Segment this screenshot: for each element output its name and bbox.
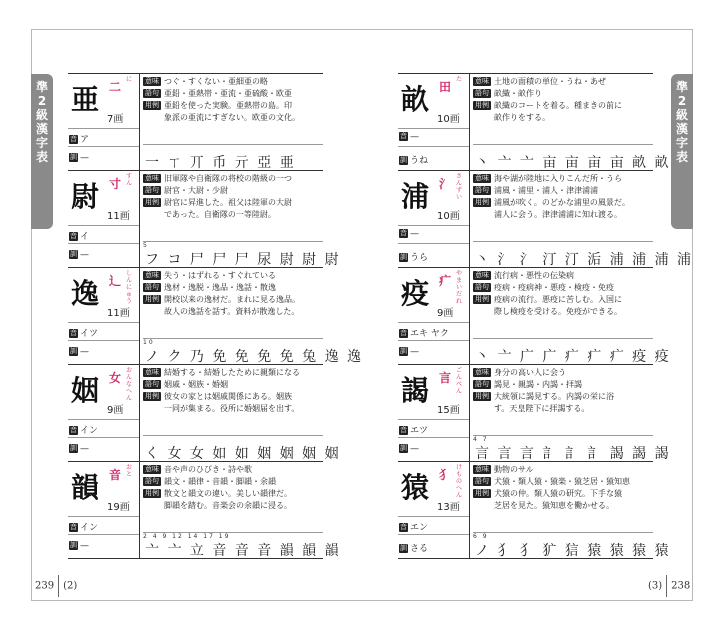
kanji-entry (398, 364, 671, 462)
entry-text-line: 語句 韻文・韻律・音韻・脚韻・余韻 (145, 477, 276, 486)
kun-reading (399, 347, 419, 357)
kanji-character: 韻 (71, 471, 100, 504)
radical: 辶 (109, 274, 122, 288)
kanji-box (398, 268, 470, 364)
radical-name: すん (126, 173, 133, 187)
radical: 寸 (109, 177, 122, 191)
on-reading-value: イン (80, 426, 99, 436)
kanji-character: 浦 (401, 180, 430, 213)
stroke-count: 10画 (437, 114, 460, 125)
entry-text (143, 270, 323, 318)
page-divider (666, 575, 667, 597)
entry-text-line: 意味 海や湖が陸地に入りこんだ所・うら (475, 174, 622, 183)
entry-text-line: 用例 畝織のコートを着る。種まきの前に (475, 101, 622, 110)
stroke-order-sequence: 丶 亠 亠 亩 亩 亩 亩 畝 畝 (475, 155, 671, 171)
on-reading-mark: 音 (70, 329, 77, 337)
stroke-order (143, 338, 364, 365)
entry-text-line: 用例 大統領に謁見する。内謁の栄に浴 (475, 392, 614, 401)
divider (68, 419, 139, 420)
left-tab-text: 準2級漢字表 (35, 80, 48, 164)
entry-text (143, 367, 323, 415)
entry-tag: 意味 (475, 368, 489, 376)
kanji-character: 謁 (401, 374, 430, 407)
kanji-entry (398, 267, 671, 365)
kanji-box (68, 462, 140, 558)
entry-tag: 語句 (475, 186, 489, 194)
divider (398, 340, 469, 341)
kun-reading-mark: 訓 (400, 347, 407, 355)
entry-text (143, 76, 323, 124)
kun-reading-value: うね (410, 156, 429, 166)
stroke-order (473, 338, 671, 365)
entry-text (473, 76, 653, 124)
entry-text (473, 173, 653, 221)
stroke-order-sequence: 一 ㄒ 丌 币 亓 亞 亜 (145, 155, 296, 171)
entry-tag: 用例 (475, 392, 489, 400)
radical: 二 (109, 80, 122, 94)
entry-text-line: 語句 謁見・親謁・内謁・拝謁 (475, 380, 582, 389)
right-page-num: 238 (671, 580, 691, 592)
kanji-entry (68, 73, 323, 170)
radical: 田 (439, 80, 452, 94)
kun-reading (399, 250, 428, 263)
kun-reading-value: — (410, 347, 419, 357)
kun-reading-value: — (410, 444, 419, 454)
on-reading-value: イツ (80, 329, 99, 339)
entry-text-line: 一同が集まる。役所に婚姻届を出す。 (164, 404, 300, 413)
on-reading-value: エキ ヤク (410, 329, 449, 339)
on-reading-value: イン (80, 523, 99, 533)
radical: 女 (109, 371, 122, 385)
entry-text-line: 用例 犬猿の仲。類人猿の研究。下手な猿 (475, 489, 622, 498)
radical-name: おと (126, 464, 133, 478)
on-reading (399, 229, 419, 239)
on-reading (399, 132, 419, 142)
kun-reading-mark: 訓 (70, 444, 77, 452)
entry-tag: 用例 (145, 101, 159, 109)
kanji-entry (68, 170, 341, 268)
entry-text (143, 464, 323, 512)
page-divider (58, 575, 59, 597)
stroke-count: 15画 (437, 405, 460, 416)
entry-text-line: 語句 疫病・疫病神・悪疫・検疫・免疫 (475, 283, 614, 292)
on-reading (69, 520, 98, 533)
entry-tag: 意味 (145, 368, 159, 376)
entry-text-line: 象派の亜流にすぎない。欧亜の文化。 (164, 113, 300, 122)
kun-reading (69, 444, 89, 454)
entry-text (473, 464, 653, 512)
stroke-order-sequence: フ コ 尸 尸 尸 尿 尉 尉 尉 (145, 252, 341, 268)
radical: 疒 (439, 274, 452, 288)
on-reading (69, 229, 89, 242)
kun-reading (69, 250, 89, 260)
entry-tag: 意味 (475, 77, 489, 85)
divider (68, 340, 139, 341)
kanji-character: 尉 (71, 180, 100, 213)
kanji-entry (68, 364, 341, 462)
stroke-count: 9画 (437, 308, 454, 319)
entry-tag: 用例 (475, 489, 489, 497)
kun-reading-value: — (80, 347, 89, 357)
stroke-count: 10画 (437, 211, 460, 222)
radical-name: ごんべん (456, 367, 463, 395)
entry-text-line: 用例 尉官に昇進した。祖父は陸軍の大尉 (145, 198, 292, 207)
stroke-order (473, 435, 671, 462)
entry-text-line: 意味 流行病・悪性の伝染病 (475, 271, 574, 280)
entry-tag: 用例 (475, 295, 489, 303)
entry-tag: 意味 (145, 174, 159, 182)
kanji-box (398, 462, 470, 558)
divider (398, 146, 469, 147)
entry-tag: 語句 (145, 380, 159, 388)
kun-reading-value: — (80, 250, 89, 260)
kanji-box (68, 268, 140, 364)
entry-text-line: 意味 身分の高い人に会う (475, 368, 566, 377)
entry-text-line: 脚韻を踏む。音楽会の余韻に浸る。 (164, 501, 292, 510)
entry-text-line: 意味 音や声のひびき・詩や歌 (145, 465, 252, 474)
on-reading-value: イ (80, 232, 90, 242)
stroke-count: 7画 (107, 114, 124, 125)
entry-tag: 用例 (145, 392, 159, 400)
stroke-order (143, 435, 341, 462)
entry-text-line: 意味 結婚する・結婚したために親類になる (145, 368, 300, 377)
kanji-entry (398, 170, 694, 268)
entry-text-line: であった。自衛隊の一等陸尉。 (164, 210, 276, 219)
entry-text-line: 意味 旧軍隊や自衛隊の将校の階級の一つ (145, 174, 292, 183)
right-page-number (648, 575, 690, 597)
entry-tag: 意味 (475, 271, 489, 279)
kanji-entry (398, 461, 671, 559)
stroke-order-sequence: 丶 氵 氵 汀 汀 洉 浦 浦 浦 浦 (475, 252, 694, 268)
kanji-character: 畝 (401, 83, 430, 116)
entry-text-line: 意味 つぐ・すくない・亜細亜の略 (145, 77, 268, 86)
entry-tag: 用例 (145, 198, 159, 206)
stroke-order-numbers: 4 7 (473, 436, 489, 443)
entry-text-line: 語句 尉官・大尉・少尉 (145, 186, 228, 195)
stroke-count: 9画 (107, 405, 124, 416)
stroke-order (143, 532, 341, 559)
entry-text (473, 367, 653, 415)
entry-tag: 用例 (475, 101, 489, 109)
entry-text-line: 意味 失う・はずれる・すぐれている (145, 271, 276, 280)
stroke-order (473, 144, 671, 171)
on-reading-mark: 音 (70, 232, 77, 240)
divider (398, 534, 469, 535)
divider (398, 437, 469, 438)
kun-reading (399, 444, 419, 454)
divider (398, 225, 469, 226)
radical-name: に (126, 76, 133, 83)
left-page-num: 239 (35, 580, 55, 592)
entry-text-line: 芝居を見た。猿知恵を働かせる。 (494, 501, 614, 510)
stroke-count: 11画 (107, 308, 130, 319)
entry-text-line: 畝作りをする。 (494, 113, 550, 122)
divider (68, 437, 139, 438)
entry-tag: 語句 (475, 380, 489, 388)
divider (68, 534, 139, 535)
entry-text-line: 語句 犬猿・類人猿・猿楽・猿芝居・猿知恵 (475, 477, 630, 486)
kanji-box (68, 171, 140, 267)
right-grade-tab (671, 74, 693, 229)
divider (68, 146, 139, 147)
on-reading-value: — (410, 229, 419, 239)
on-reading-value: ア (80, 135, 90, 145)
entry-text (473, 270, 653, 318)
entry-text-line: 用例 散文と韻文の違い。美しい韻律だ。 (145, 489, 292, 498)
stroke-order-sequence: 言 言 言 訁 訁 訁 謁 謁 謁 (475, 446, 671, 462)
entry-text-line: す。天皇陛下に拝謁する。 (494, 404, 590, 413)
radical: 音 (109, 468, 122, 482)
kun-reading (399, 541, 428, 554)
on-reading-mark: 音 (400, 329, 407, 337)
entry-text-line: 用例 彼女の家とは姻戚関係にある。姻族 (145, 392, 292, 401)
on-reading-mark: 音 (70, 135, 77, 143)
on-reading (399, 326, 449, 339)
entry-tag: 語句 (145, 283, 159, 291)
stroke-order-sequence: ノ 犭 犭 犷 狺 猿 猿 猿 猿 (475, 543, 671, 559)
radical: 氵 (439, 177, 452, 191)
kun-reading (69, 153, 89, 163)
left-page-sub: (2) (63, 580, 78, 592)
stroke-order-numbers: 10 (143, 339, 155, 346)
entry-text-line: 意味 土地の面積の単位・うね・あぜ (475, 77, 606, 86)
entry-tag: 意味 (475, 465, 489, 473)
kun-reading-value: — (80, 153, 89, 163)
radical-name: しんにゅう (126, 270, 133, 305)
right-page-sub: (3) (648, 580, 663, 592)
divider (68, 128, 139, 129)
kanji-box (398, 74, 470, 170)
entry-text-line: 語句 姻戚・姻族・婚姻 (145, 380, 228, 389)
kanji-box (398, 171, 470, 267)
on-reading-mark: 音 (400, 426, 407, 434)
stroke-order-numbers: 6 9 (473, 533, 489, 540)
kanji-character: 猿 (401, 471, 430, 504)
kun-reading-mark: 訓 (70, 347, 77, 355)
radical: 犭 (439, 468, 452, 482)
kanji-box (398, 365, 470, 461)
divider (398, 128, 469, 129)
kun-reading (399, 153, 428, 166)
entry-text-line: 用例 浦風が吹く。のどかな浦里の風景だ。 (475, 198, 630, 207)
kun-reading (69, 347, 89, 357)
entry-text-line: 際し検疫を受ける。免疫ができる。 (494, 307, 622, 316)
stroke-order (473, 241, 694, 268)
on-reading (399, 423, 428, 436)
divider (68, 243, 139, 244)
divider (398, 322, 469, 323)
kanji-entry (398, 73, 671, 171)
entry-text-line: 語句 浦風・浦里・浦人・津津浦浦 (475, 186, 598, 195)
left-page-number (35, 575, 77, 597)
kanji-character: 逸 (71, 277, 100, 310)
entry-text-line: 語句 畝織・畝作り (475, 89, 542, 98)
entry-text-line: 故人の逸話を話す。資料が散逸した。 (164, 307, 300, 316)
kun-reading-mark: 訓 (70, 541, 77, 549)
left-kanji-column (68, 73, 364, 559)
entry-tag: 語句 (475, 283, 489, 291)
entry-tag: 語句 (475, 89, 489, 97)
kun-reading-value: うら (410, 253, 429, 263)
kun-reading-value: — (80, 541, 89, 551)
radical-name: おんなへん (126, 367, 133, 402)
kanji-character: 亜 (71, 83, 100, 116)
on-reading-mark: 音 (400, 229, 407, 237)
entry-tag: 意味 (145, 77, 159, 85)
stroke-order-sequence: 亠 亠 立 音 音 音 韻 韻 韻 (145, 543, 341, 559)
entry-text-line: 用例 亜鉛を使った実験。亜熱帯の島。印 (145, 101, 292, 110)
entry-tag: 意味 (145, 465, 159, 473)
kanji-entry (68, 461, 341, 559)
on-reading-mark: 音 (70, 426, 77, 434)
on-reading (69, 132, 89, 145)
on-reading-value: エツ (410, 426, 429, 436)
entry-tag: 用例 (145, 489, 159, 497)
kun-reading-mark: 訓 (400, 544, 407, 552)
stroke-order (143, 144, 323, 169)
entry-text-line: 語句 逸材・逸脱・逸品・逸話・散逸 (145, 283, 276, 292)
entry-tag: 用例 (475, 198, 489, 206)
stroke-order-sequence: ノ ク 乃 免 免 免 免 兔 逸 逸 (145, 349, 364, 365)
entry-text (143, 173, 323, 221)
stroke-order (143, 241, 341, 268)
radical-name: やまいだれ (456, 270, 463, 305)
kun-reading-value: — (80, 444, 89, 454)
radical-name: けものへん (456, 464, 463, 499)
stroke-order-numbers: 2 4 9 12 14 17 19 (143, 533, 231, 540)
on-reading-mark: 音 (400, 132, 407, 140)
entry-text-line: 用例 疫病の流行。悪疫に苦しむ。入国に (475, 295, 622, 304)
kanji-box (68, 74, 140, 170)
radical-name: さんずい (456, 173, 463, 201)
kanji-entry (68, 267, 364, 365)
kun-reading-mark: 訓 (400, 156, 407, 164)
stroke-count: 13画 (437, 502, 460, 513)
left-grade-tab (31, 74, 53, 229)
divider (398, 516, 469, 517)
on-reading-mark: 音 (400, 523, 407, 531)
divider (398, 419, 469, 420)
kanji-box (68, 365, 140, 461)
radical: 言 (439, 371, 452, 385)
kanji-character: 姻 (71, 374, 100, 407)
kun-reading-value: さる (410, 544, 429, 554)
kanji-character: 疫 (401, 277, 430, 310)
divider (398, 243, 469, 244)
kun-reading-mark: 訓 (400, 444, 407, 452)
stroke-order-numbers: 5 (143, 242, 149, 249)
entry-tag: 語句 (145, 89, 159, 97)
entry-tag: 意味 (475, 174, 489, 182)
stroke-order-sequence: く 女 女 如 如 姻 姻 姻 姻 (145, 446, 341, 462)
kun-reading-mark: 訓 (70, 250, 77, 258)
entry-tag: 意味 (145, 271, 159, 279)
stroke-order (473, 532, 671, 559)
entry-tag: 用例 (145, 295, 159, 303)
on-reading-value: エン (410, 523, 429, 533)
entry-tag: 語句 (145, 186, 159, 194)
kun-reading-mark: 訓 (400, 253, 407, 261)
kun-reading-mark: 訓 (70, 153, 77, 161)
stroke-count: 11画 (107, 211, 130, 222)
on-reading-value: — (410, 132, 419, 142)
right-tab-text: 準2級漢字表 (675, 80, 688, 164)
divider (68, 322, 139, 323)
divider (68, 225, 139, 226)
on-reading (69, 326, 98, 339)
stroke-count: 19画 (107, 502, 130, 513)
kun-reading (69, 541, 89, 551)
on-reading-mark: 音 (70, 523, 77, 531)
stroke-order-sequence: 丶 亠 广 广 疒 疒 疒 疫 疫 (475, 349, 671, 365)
divider (68, 516, 139, 517)
on-reading (399, 520, 428, 533)
entry-text-line: 用例 開校以来の逸材だ。まれに見る逸品。 (145, 295, 300, 304)
entry-text-line: 語句 亜鉛・亜熱帯・亜流・亜硫酸・欧亜 (145, 89, 292, 98)
entry-text-line: 意味 動物のサル (475, 465, 534, 474)
entry-text-line: 浦人に会う。津津浦浦に知れ渡る。 (494, 210, 622, 219)
on-reading (69, 423, 98, 436)
radical-name: た (456, 76, 463, 83)
entry-tag: 語句 (145, 477, 159, 485)
entry-tag: 語句 (475, 477, 489, 485)
